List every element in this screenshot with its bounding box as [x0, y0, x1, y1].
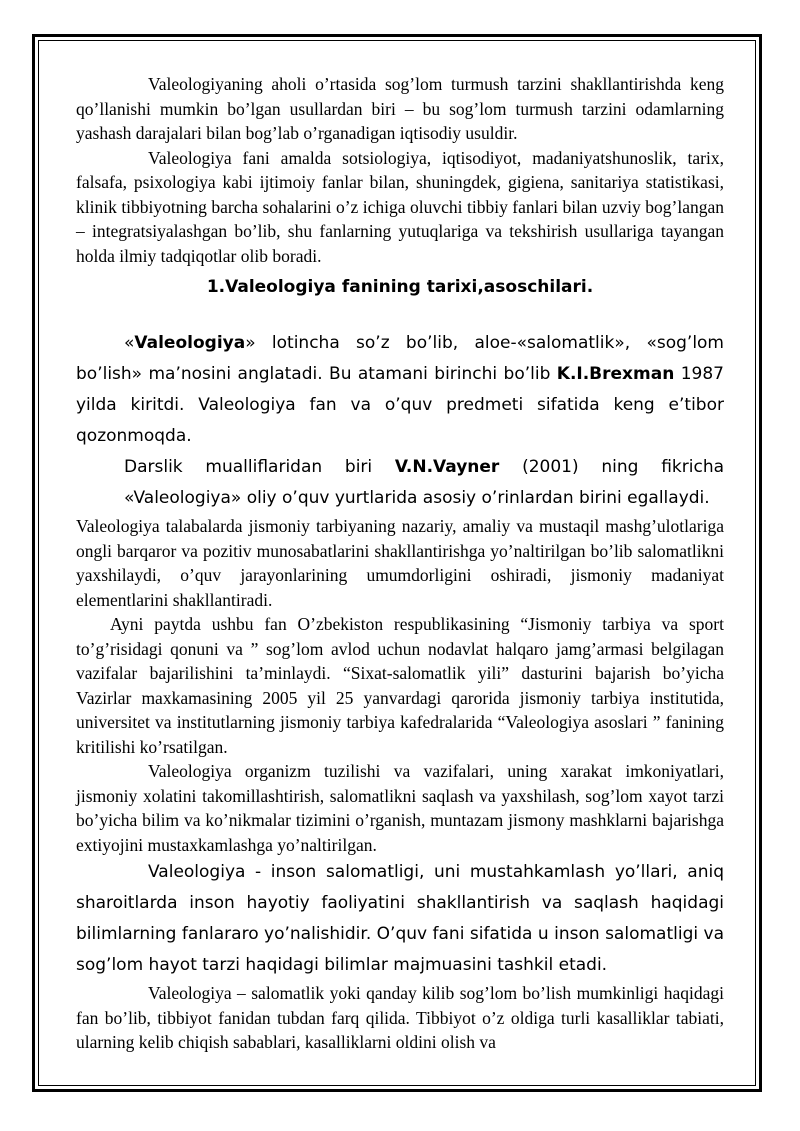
term-valeologiya: Valeologiya	[134, 333, 246, 353]
paragraph-term-origin	[76, 328, 724, 452]
spacer	[76, 300, 724, 328]
document-body	[76, 72, 724, 1055]
paragraph-organism: Valeologiya organizm tuzilishi va vazifalari, uning xarakat imkoniyatlari, jismoniy xolatini takomillashtirish, salomatlikni saqlash va yaxshilash, sog’lom xayot tarzi bo’yicha bilim va ko’nikmalar tizimini o’rganish, muntazam jismony mashklarni bajarishga extiyojini mustaxkamlashga yo’naltirilgan.	[76, 761, 724, 855]
paragraph-medicine-difference: Valeologiya – salomatlik yoki qanday kilib sog’lom bo’lish mumkinligi haqidagi fan bo’lib, tibbiyot fanidan tubdan farq qilida. Tibbiyot o’z oldiga turli kasalliklar tabiati, ularning kelib chiqish sabablari, kasalliklarni oldini olish va	[76, 983, 724, 1052]
paragraph-vayner-line1	[76, 452, 724, 483]
term-definition: » lotincha so’z bo’lib, aloe-«salomatlik», «sog’lom bo’lish» ma’nosini anglatadi. Bu atamani birinchi bo’lib	[76, 333, 724, 384]
paragraph-economic-method: Valeologiyaning aholi o’rtasida sog’lom turmush tarzini shakllantirishda keng qo’llanishi mumkin bo’lgan usullardan biri – bu sog’lom turmush tarzini odamlarning yashash darajalari bilan bog’lab o’rganadigan iqtisodiy usuldir.	[76, 74, 724, 143]
author-vayner: V.N.Vayner	[394, 457, 500, 477]
author-brexman: K.I.Brexman	[556, 364, 675, 384]
vayner-intro: Darslik mualliflaridan biri	[124, 457, 395, 477]
section-heading: 1.Valeologiya fanining tarixi,asoschilari.	[206, 277, 594, 297]
paragraph-student-attitudes: Valeologiya talabalarda jismoniy tarbiyaning nazariy, amaliy va mustaqil mashg’ulotlariga ongli barqaror va pozitiv munosabatlarini shakllantirishga yo’naltirilgan bo’lib salomatlikni yaxshilaydi, o’quv jarayonlarining umumdorligini oshiradi, jismoniy madaniyat elementlarini shakllantiradi.	[76, 516, 724, 610]
paragraph-definition: Valeologiya - inson salomatligi, uni mustahkamlash yo’llari, aniq sharoitlarda inson hayotiy faoliyatini shakllantirish va saqlash haqidagi bilimlarning fanlararo yo’nalishidir. O’quv fani sifatida u inson salomatligi va sog’lom hayot tarzi haqidagi bilimlar majmuasini tashkil etadi.	[76, 862, 724, 975]
paragraph-legislation: Ayni paytda ushbu fan O’zbekiston respublikasining “Jismoniy tarbiya va sport to’g’risidagi qonuni va ” sog’lom avlod uchun nodavlat halqaro jamg’armasi belgilagan vazifalar bajarilishini ta’minlaydi. “Sixat-salomatlik yili” dasturini bajarish bo’yicha Vazirlar maxkamasining 2005 yil 25 yanvardagi qarorida jismoniy tarbiya institutida, universitet va institutlarning jismoniy tarbiya kafedralarida “Valeologiya asoslari ” fanining kritilishi ko’rsatilgan.	[76, 614, 724, 757]
term-history: 1987 yilda kiritdi. Valeologiya fan va o’quv predmeti sifatida keng e’tibor qozonmoqda.	[76, 364, 724, 446]
paragraph-interdisciplinary: Valeologiya fani amalda sotsiologiya, iqtisodiyot, madaniyatshunoslik, tarix, falsafa, psixologiya kabi ijtimoiy fanlar bilan, shuningdek, gigiena, sanitariya statistikasi, klinik tibbiyotning barcha sohalarini o’z ichiga oluvchi tibbiy fanlari bilan uzviy bog’langan – integratsiyalashgan bo’lib, shu fanlarning yutuqlariga va tekshirish usullariga tayangan holda ilmiy tadqiqotlar olib boradi.	[76, 147, 724, 266]
vayner-year: (2001) ning fikricha	[499, 457, 725, 477]
quote-open: «	[124, 333, 135, 353]
paragraph-vayner-line2: «Valeologiya» oliy o’quv yurtlarida asosiy o’rinlardan birini egallaydi.	[124, 488, 710, 508]
